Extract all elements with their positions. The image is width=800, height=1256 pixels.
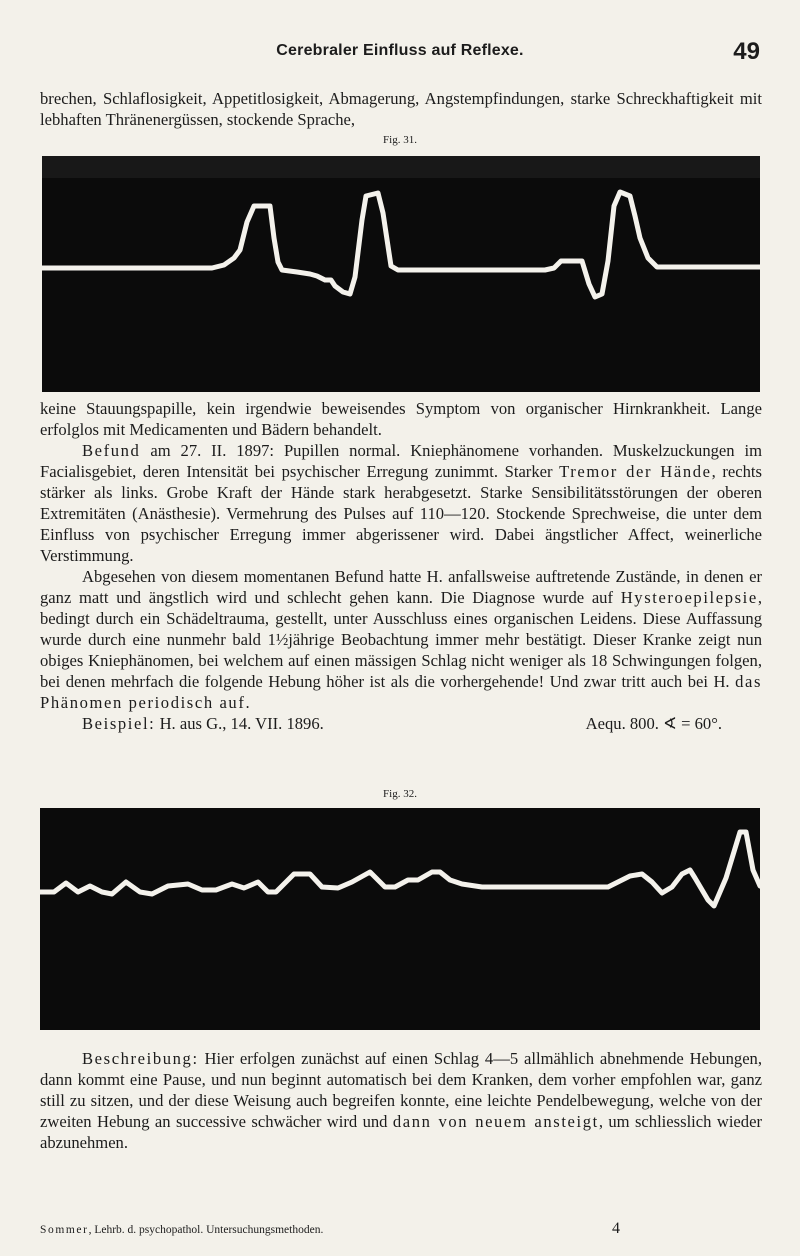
signature-mark: 4 bbox=[612, 1220, 620, 1237]
example-aequ: Aequ. 800. ∢ = 60°. bbox=[585, 714, 722, 733]
figure-31-band bbox=[42, 156, 760, 392]
description-text-b: , um schliesslich wieder abzunehmen. bbox=[40, 1112, 762, 1152]
befund-text: am 27. II. 1897: Pupillen normal. Kniephänomene vorhanden. Muskelzuckungen im Facialisgebiet, deren Intensität bei psychischer Erregung zunimmt. Starker bbox=[40, 441, 762, 481]
description bbox=[40, 1048, 762, 1153]
footer-author: Sommer bbox=[40, 1224, 89, 1236]
figure-32 bbox=[40, 808, 760, 1034]
figure-31-caption: Fig. 31. bbox=[383, 134, 417, 146]
example-line bbox=[40, 713, 762, 734]
p3-text-a: Abgesehen von diesem momentanen Befund hatte H. anfallsweise auftretende Zustände, in denen er ganz matt und ängstlich wird und schlecht gehen kann. Die Diagnose wurde auf bbox=[40, 567, 762, 607]
tremor-label: Tremor der Hände bbox=[559, 462, 712, 481]
description-emphasis: dann von neuem ansteigt bbox=[392, 1112, 599, 1131]
figure-31-svg bbox=[42, 156, 760, 392]
example-left bbox=[40, 713, 324, 734]
figure-31-sheen bbox=[42, 156, 760, 178]
footer bbox=[40, 1220, 760, 1242]
page-number: 49 bbox=[733, 38, 760, 65]
example-text: H. aus G., 14. VII. 1896. bbox=[159, 714, 324, 733]
body-text bbox=[40, 398, 762, 734]
footer-ref-text: , Lehrb. d. psychopathol. Untersuchungsmethoden. bbox=[88, 1224, 324, 1236]
footer-reference bbox=[40, 1224, 323, 1236]
running-title: Cerebraler Einfluss auf Reflexe. bbox=[276, 42, 524, 59]
befund-text-2: , rechts stärker als links. Grobe Kraft der Hände stark herabgesetzt. Starke Sensibilitätsstörungen der oberen Extremitäten (Anästhesie). Vermehrung des Pulses auf 110—120. Stockende Sprechweise, die unter dem Einfluss von psychischer Erregung immer abgerissener wird. Dabei ängstlicher Affect, weinerliche Verstimmung. bbox=[40, 462, 762, 565]
paragraph-2 bbox=[40, 440, 762, 566]
p3-text-b: , bedingt durch ein Schädeltrauma, gestellt, unter Ausschluss eines organischen Leidens. Diese Auffassung wurde durch eine nunmehr bald 1½jährige Beobachtung immer mehr bestätigt. Dieser Kranke zeigt nun obiges Kniephänomen, bei welchem auf einen mässigen Schlag nicht weniger als 18 Schwingungen folgen, bei denen mehrfach die folgende Hebung höher ist als die vorhergehende! Und zwar tritt auch bei H. bbox=[40, 588, 762, 691]
paragraph-3 bbox=[40, 566, 762, 713]
intro-text: brechen, Schlaflosigkeit, Appetitlosigkeit, Abmagerung, Angstempfindungen, starke Schreckhaftigkeit mit lebhaften Thränenergüssen, stockende Sprache, bbox=[40, 89, 762, 129]
description-label: Beschreibung: bbox=[82, 1049, 199, 1068]
befund-label: Befund bbox=[82, 441, 141, 460]
figure-31 bbox=[42, 156, 760, 396]
p3-emphasis: das Phänomen periodisch auf. bbox=[40, 672, 762, 712]
description-paragraph bbox=[40, 1048, 762, 1153]
diagnosis: Hysteroepilepsie bbox=[620, 588, 758, 607]
intro-paragraph bbox=[40, 88, 762, 130]
paragraph-1: keine Stauungspapille, kein irgendwie beweisendes Symptom von organischer Hirnkrankheit. Lange erfolglos mit Medicamenten und Bädern behandelt. bbox=[40, 399, 762, 439]
figure-32-svg bbox=[40, 808, 760, 1030]
figure-32-band bbox=[40, 808, 760, 1030]
example-label: Beispiel: bbox=[82, 714, 156, 733]
running-header bbox=[40, 38, 760, 72]
figure-32-caption: Fig. 32. bbox=[383, 788, 417, 800]
description-text-a: Hier erfolgen zunächst auf einen Schlag 4—5 allmählich abnehmende Hebungen, dann kommt eine Pause, und nun beginnt automatisch bei dem Kranken, dem vorher empfohlen war, ganz still zu sitzen, und der diese Weisung auch begreifen konnte, eine leichte Pendelbewegung, welche von der zweiten Hebung an successive schwächer wird und bbox=[40, 1049, 762, 1131]
